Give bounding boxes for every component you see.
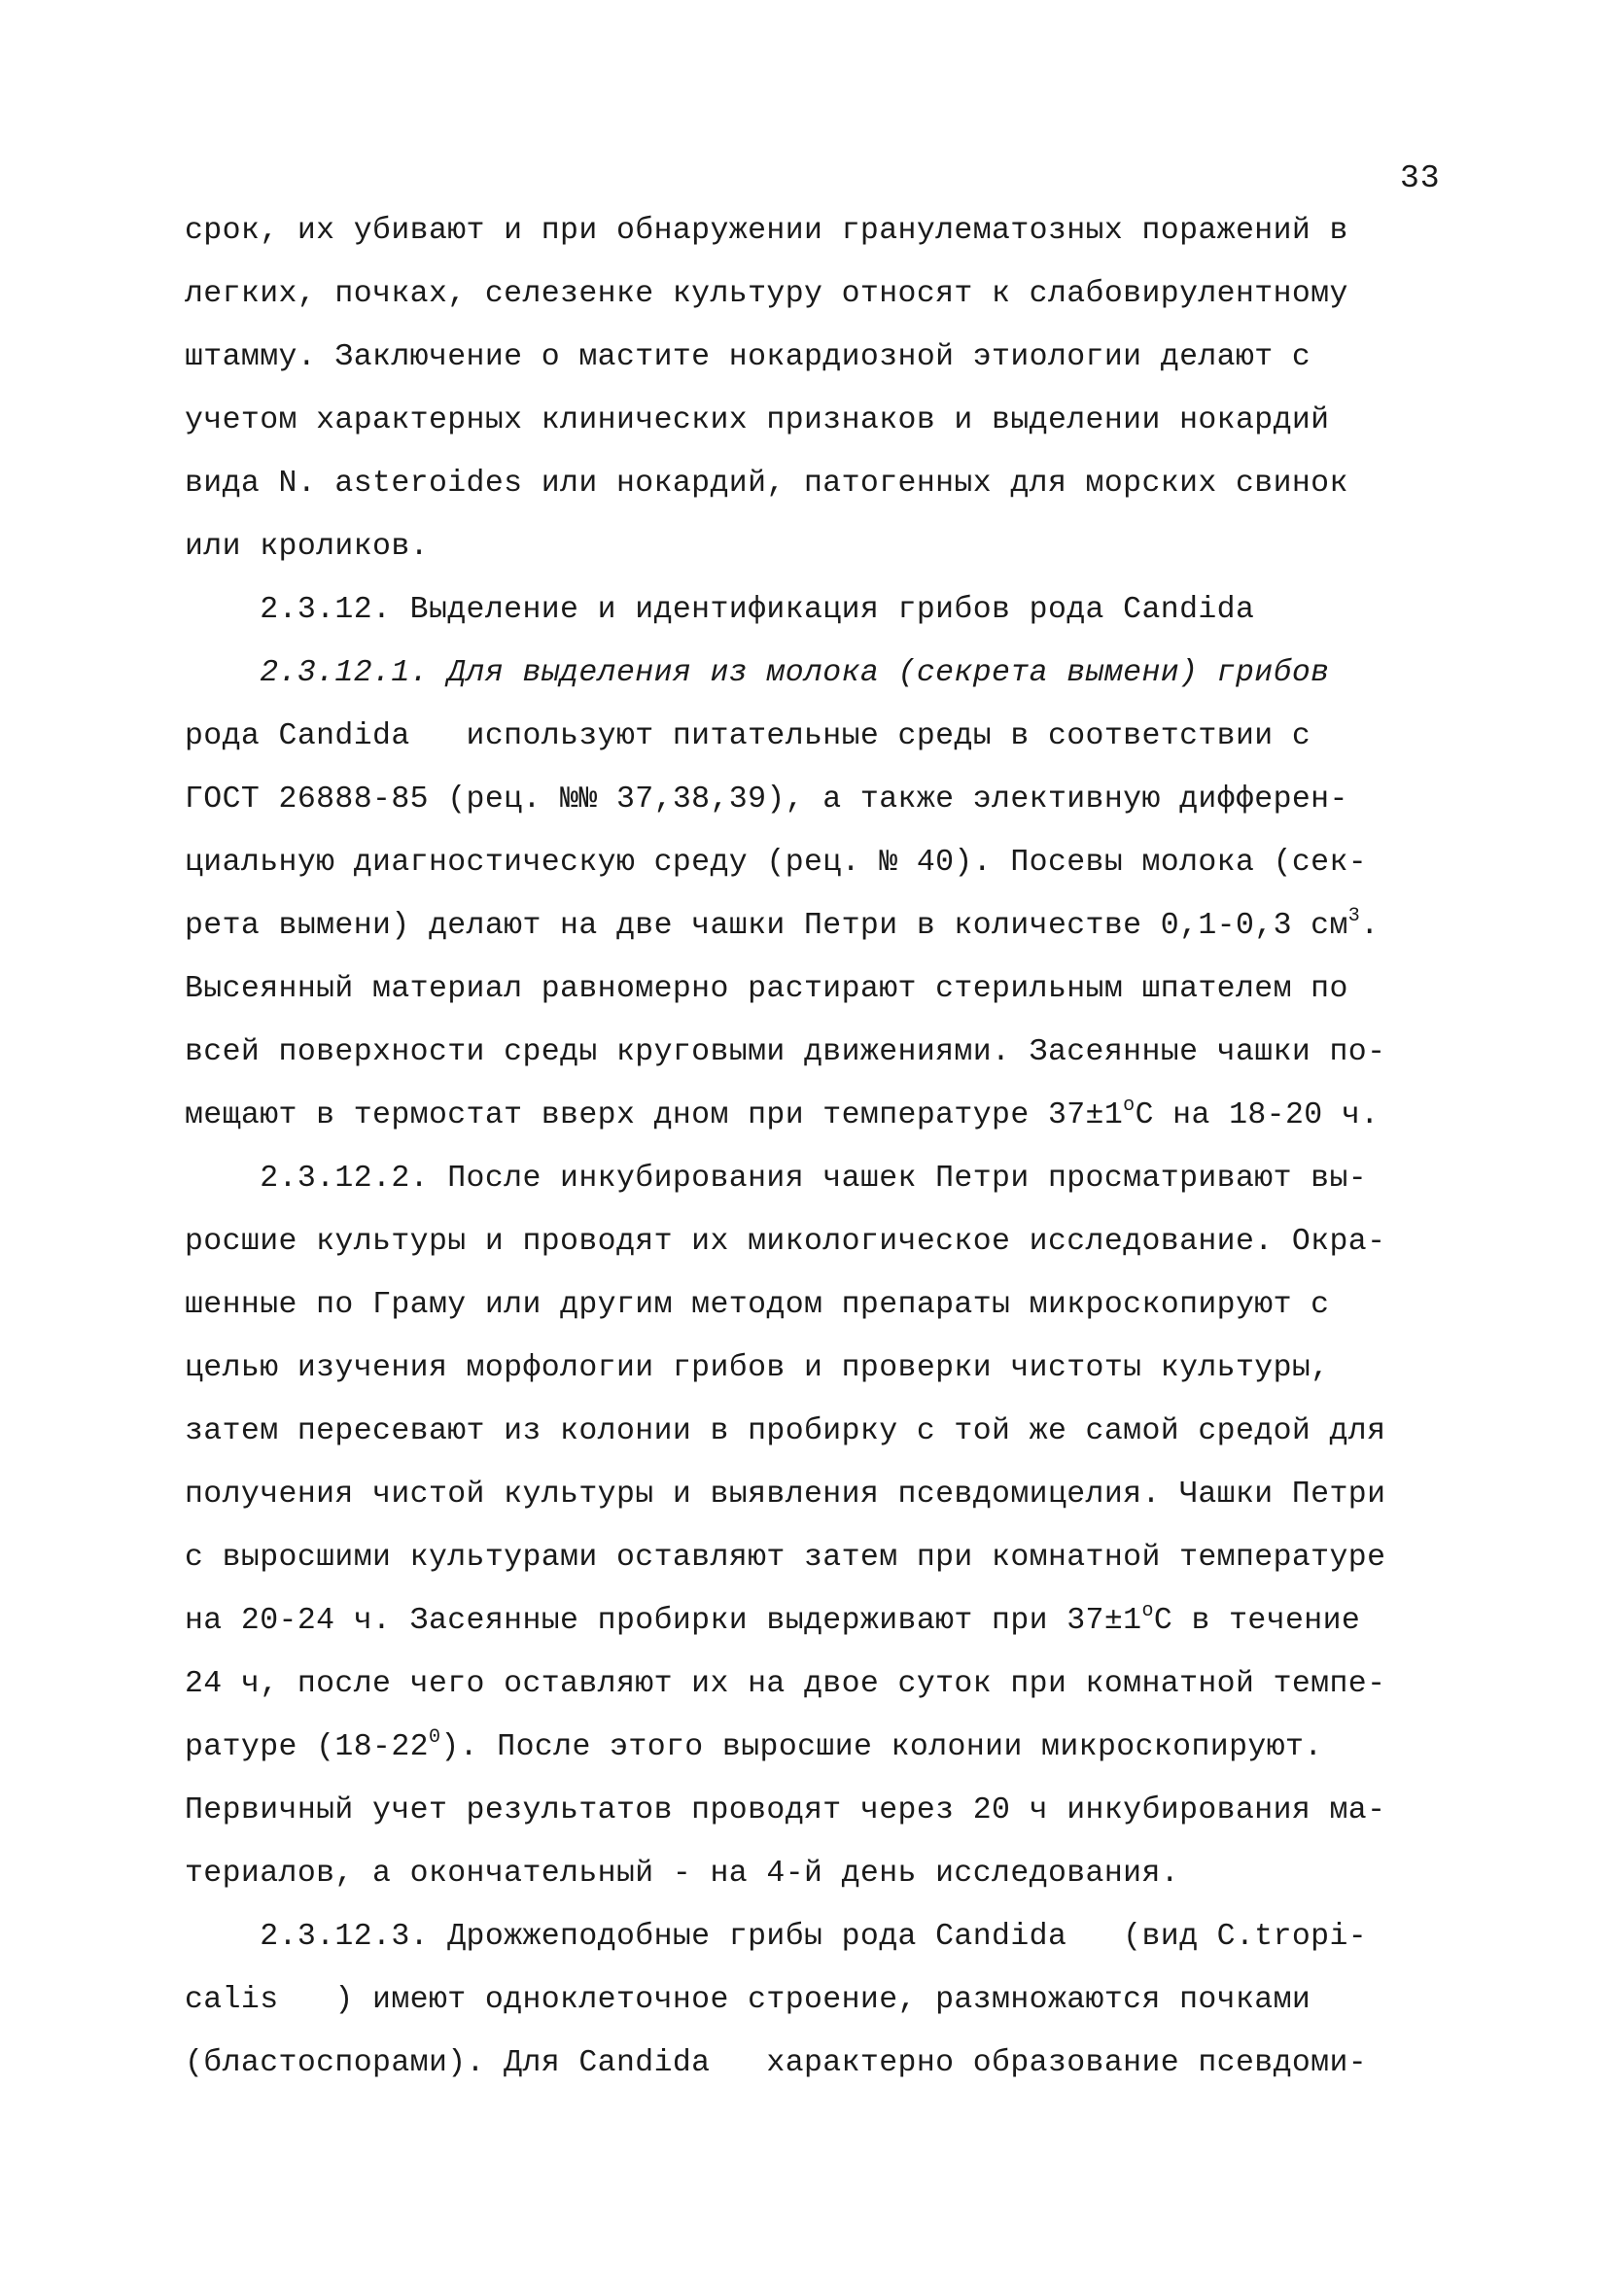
text-line: вида N. asteroides или нокардий, патогенных для морских свинок <box>185 467 1348 501</box>
text-line: затем пересевают из колонии в пробирку с той же самой средой для <box>185 1414 1386 1448</box>
text-line <box>185 1716 1458 1779</box>
text-line <box>185 1589 1458 1652</box>
text-line: получения чистой культуры и выявления псевдомицелия. Чашки Петри <box>185 1478 1386 1512</box>
text-line: ГОСТ 26888-85 (рец. №№ 37,38,39), а также элективную дифферен- <box>185 783 1348 817</box>
text-line: с выросшими культурами оставляют затем при комнатной температуре <box>185 1541 1386 1575</box>
text-segment: мещают в термостат вверх дном при температуре 37±1 <box>185 1098 1124 1132</box>
text-segment: ратуре (18-22 <box>185 1730 429 1764</box>
text-line: 2.3.12.3. Дрожжеподобные грибы рода Candida (вид C.tropi- <box>185 1920 1368 1954</box>
text-segment: на 20-24 ч. Засеянные пробирки выдерживают при 37±1 <box>185 1604 1142 1638</box>
text-line: циальную диагностическую среду (рец. № 40). Посевы молока (сек- <box>185 846 1368 880</box>
text-line: 2.3.12.1. Для выделения из молока (секрета вымени) грибов <box>185 656 1330 690</box>
text-line <box>185 1084 1458 1147</box>
text-line: териалов, а окончательный - на 4-й день исследования. <box>185 1857 1180 1891</box>
text-line: шенные по Граму или другим методом препараты микроскопируют с <box>185 1288 1330 1322</box>
text-line: 24 ч, после чего оставляют их на двое суток при комнатной темпе- <box>185 1667 1386 1701</box>
page-number: 33 <box>1400 160 1441 196</box>
superscript: 3 <box>1347 905 1361 927</box>
text-line: (бластоспорами). Для Candida характерно образование псевдоми- <box>185 2046 1368 2080</box>
text-line: всей поверхности среды круговыми движениями. Засеянные чашки по- <box>185 1035 1386 1069</box>
text-line: росшие культуры и проводят их микологическое исследование. Окра- <box>185 1225 1386 1259</box>
text-line: 2.3.12.2. После инкубирования чашек Петри просматривают вы- <box>185 1162 1368 1196</box>
superscript: 0 <box>428 1726 441 1749</box>
text-line: целью изучения морфологии грибов и проверки чистоты культуры, <box>185 1351 1330 1385</box>
section-heading: 2.3.12. Выделение и идентификация грибов рода Candida <box>185 593 1255 627</box>
text-line: рода Candida используют питательные среды в соответствии с <box>185 719 1311 753</box>
superscript: o <box>1123 1095 1136 1117</box>
text-segment: C в течение <box>1153 1604 1361 1638</box>
text-line: Высеянный материал равномерно растирают стерильным шпателем по <box>185 972 1348 1006</box>
text-segment: рета вымени) делают на две чашки Петри в количестве 0,1-0,3 см <box>185 909 1348 943</box>
text-segment: C на 18-20 ч. <box>1135 1098 1380 1132</box>
text-line: учетом характерных клинических признаков и выделении нокардий <box>185 403 1330 437</box>
text-line: или кроликов. <box>185 530 429 564</box>
text-segment: ). После этого выросшие колонии микроскопируют. <box>440 1730 1323 1764</box>
text-line: штамму. Заключение о мастите нокардиозной этиологии делают с <box>185 340 1311 374</box>
text-line: рета вымени) делают на две чашки Петри в количестве 0,1-0,3 $см^3$. <box>185 905 1380 943</box>
text-line: Первичный учет результатов проводят через 20 ч инкубирования ма- <box>185 1793 1386 1827</box>
superscript: o <box>1141 1600 1154 1622</box>
document-body <box>185 199 1458 2095</box>
text-line: легких, почках, селезенке культуру относят к слабовирулентному <box>185 277 1348 311</box>
text-line: calis ) имеют одноклеточное строение, размножаются почками <box>185 1983 1311 2017</box>
text-line: срок, их убивают и при обнаружении гранулематозных поражений в <box>185 214 1348 248</box>
